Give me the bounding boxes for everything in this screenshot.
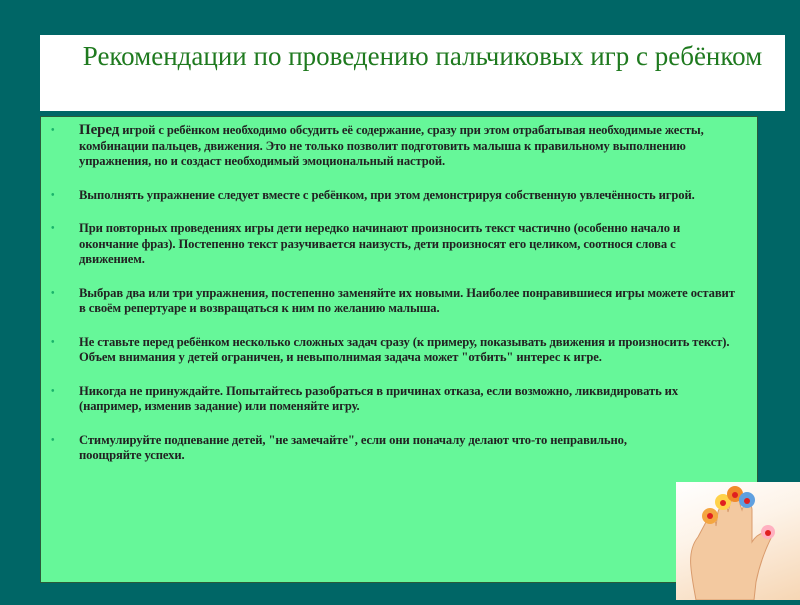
bullet-icon: • xyxy=(51,287,55,299)
bullet-icon: • xyxy=(51,434,55,446)
bullet-icon: • xyxy=(51,223,55,234)
title-box xyxy=(40,35,785,111)
bullet-icon: • xyxy=(51,336,55,348)
item-text: игрой с ребёнком необходимо обсудить её содержание, сразу при этом отрабатывая необходимые жесты, комбинации пальцев, движения. Это не только позволит подготовить малыша к правильному выполнению упражнения, но и создаст необходимый эмоциональный настрой. xyxy=(79,123,704,168)
list-item xyxy=(51,432,737,464)
list-item xyxy=(51,187,737,204)
hand-with-puppets-icon xyxy=(676,482,800,600)
item-text: При повторных проведениях игры дети нередко начинают произносить текст частично (особенно начало и окончание фраз). Постепенно текст разучивается наизусть, дети произносят его целиком, соотнося слова с движением. xyxy=(79,221,681,266)
item-text: Стимулируйте подпевание детей, "не замечайте", если они поначалу делают что-то неправильно, поощряйте успехи. xyxy=(79,432,627,462)
list-item xyxy=(51,383,737,415)
list-item xyxy=(51,122,737,170)
recommendations-panel xyxy=(40,116,758,583)
recommendations-list xyxy=(41,117,757,464)
item-text: Не ставьте перед ребёнком несколько сложных задач сразу (к примеру, показывать движения и произносить текст). Объем внимания у детей ограничен, и невыполнимая задача может "отбить" интерес к игре. xyxy=(79,334,730,364)
bullet-icon: • xyxy=(51,125,55,136)
item-text: Выполнять упражнение следует вместе с ребёнком, при этом демонстрируя собственную увлечённость игрой. xyxy=(79,187,695,202)
list-item xyxy=(51,221,737,268)
item-text: Выбрав два или три упражнения, постепенно заменяйте их новыми. Наиболее понравившиеся игры можете оставит в своём репертуаре и возвращаться к ним по желанию малыша. xyxy=(79,285,735,315)
list-item xyxy=(51,285,737,317)
slide-title: Рекомендации по проведению пальчиковых игр с ребёнком xyxy=(82,41,763,71)
finger-puppets-image xyxy=(676,482,800,600)
list-item xyxy=(51,334,737,366)
item-text: Никогда не принуждайте. Попытайтесь разобраться в причинах отказа, если возможно, ликвидировать их (например, изменив задание) или поменяйте игру. xyxy=(79,383,679,413)
bullet-icon: • xyxy=(51,189,55,201)
bullet-icon: • xyxy=(51,385,55,397)
item-lead: Перед xyxy=(79,122,120,138)
